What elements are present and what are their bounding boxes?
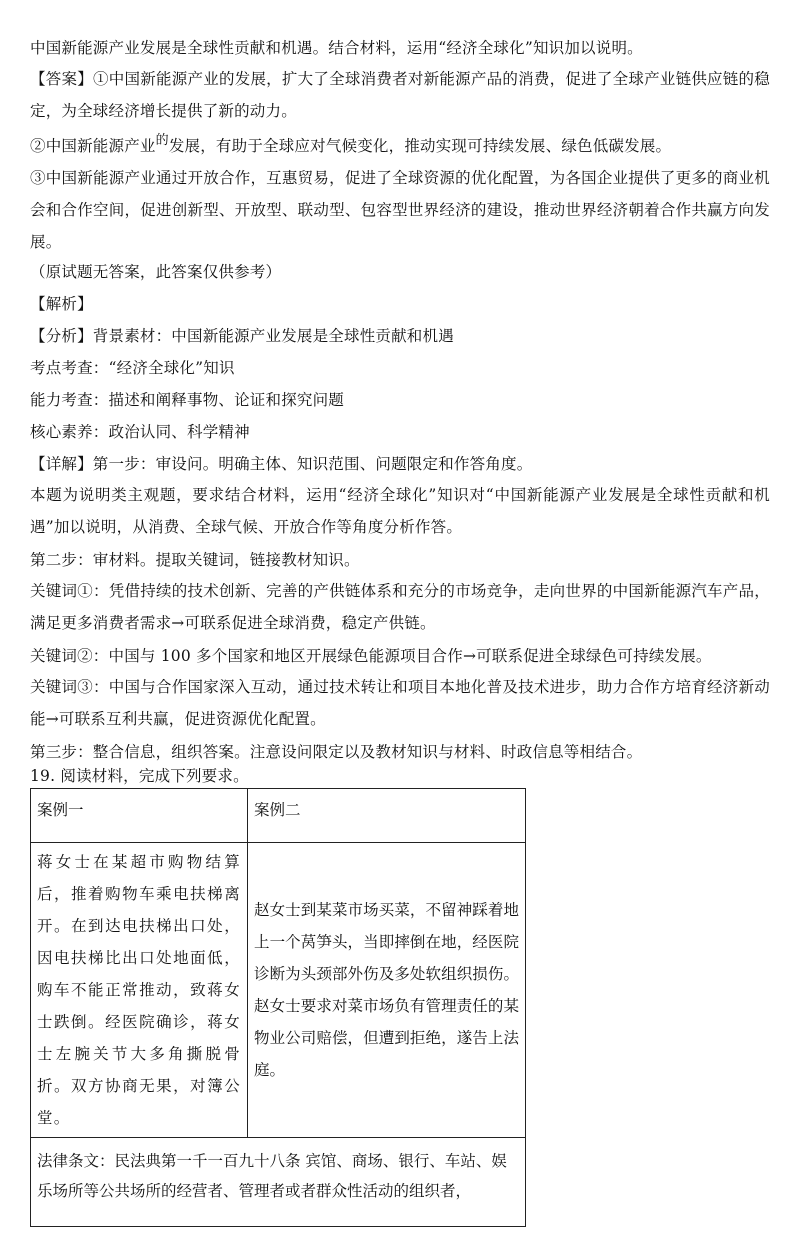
answer-point-2-end: 发展，有助于全球应对气候变化，推动实现可持续发展、绿色低碳发展。 bbox=[168, 137, 672, 155]
analysis-background: 【分析】背景素材：中国新能源产业发展是全球性贡献和机遇 bbox=[30, 327, 454, 345]
case-1-text: 蒋女士在某超市购物结算后，推着购物车乘电扶梯离开。在到达电扶梯出口处，因电扶梯比出口处地面低，购车不能正常推动，致蒋女士跌倒。经医院确诊，蒋女士左腕关节大多角撕脱骨折。双方协商无果，对簿公堂。 bbox=[37, 853, 241, 1127]
question-19-prompt: 19. 阅读材料，完成下列要求。 bbox=[30, 767, 249, 785]
answer-point-3: ③中国新能源产业通过开放合作，互惠贸易，促进了全球资源的优化配置，为各国企业提供了更多的商业机会和合作空间，促进创新型、开放型、联动型、包容型世界经济的建设，推动世界经济朝着合作共赢方向发展。 bbox=[30, 169, 770, 251]
keyword-1: 关键词①：凭借持续的技术创新、完善的产供链体系和充分的市场竞争，走向世界的中国新能源汽车产品，满足更多消费者需求→可联系促进全球消费，稳定产供链。 bbox=[30, 582, 770, 632]
case-table bbox=[30, 788, 526, 1227]
detail-explanation: 本题为说明类主观题，要求结合材料，运用“经济全球化”知识对“中国新能源产业发展是全球性贡献和机遇”加以说明，从消费、全球气候、开放合作等角度分析作答。 bbox=[30, 486, 770, 536]
detail-step-3: 第三步：整合信息，组织答案。注意设问限定以及教材知识与材料、时政信息等相结合。 bbox=[30, 743, 643, 761]
case-2-header: 案例二 bbox=[248, 789, 526, 843]
analysis-literacy: 核心素养：政治认同、科学精神 bbox=[30, 423, 250, 441]
keyword-3: 关键词③：中国与合作国家深入互动，通过技术转让和项目本地化普及技术进步，助力合作方培育经济新动能→可联系互利共赢，促进资源优化配置。 bbox=[30, 678, 770, 728]
question-prompt: 中国新能源产业发展是全球性贡献和机遇。结合材料，运用“经济全球化”知识加以说明。 bbox=[30, 39, 643, 57]
analysis-ability: 能力考查：描述和阐释事物、论证和探究问题 bbox=[30, 391, 345, 409]
case-table-law-row bbox=[31, 1138, 526, 1227]
law-text: 法律条文：民法典第一千一百九十八条 宾馆、商场、银行、车站、娱乐场所等公共场所的经营者、管理者或者群众性活动的组织者， bbox=[31, 1138, 526, 1227]
answer-point-2 bbox=[30, 133, 770, 158]
case-1-cell bbox=[31, 843, 248, 1138]
analysis-heading: 【解析】 bbox=[30, 295, 93, 313]
case-1-header: 案例一 bbox=[31, 789, 248, 843]
case-2-cell bbox=[248, 843, 526, 1138]
detail-step-2: 第二步：审材料。提取关键词，链接教材知识。 bbox=[30, 551, 360, 569]
answer-point-2-start: ②中国新能源产业 bbox=[30, 137, 156, 155]
answer-point-1: 【答案】①中国新能源产业的发展，扩大了全球消费者对新能源产品的消费，促进了全球产业链供应链的稳定，为全球经济增长提供了新的动力。 bbox=[30, 70, 770, 120]
keyword-2: 关键词②：中国与 100 多个国家和地区开展绿色能源项目合作→可联系促进全球绿色可持续发展。 bbox=[30, 647, 712, 665]
answer-point-2-raised-char: 的 bbox=[155, 133, 169, 148]
case-2-text: 赵女士到某菜市场买菜，不留神踩着地上一个莴笋头，当即摔倒在地，经医院诊断为头颈部外伤及多处软组织损伤。赵女士要求对菜市场负有管理责任的某物业公司赔偿，但遭到拒绝，遂告上法庭。 bbox=[254, 901, 519, 1079]
answer-note: （原试题无答案，此答案仅供参考） bbox=[30, 263, 282, 281]
case-table-body-row bbox=[31, 843, 526, 1138]
detail-step-1: 【详解】第一步：审设问。明确主体、知识范围、问题限定和作答角度。 bbox=[30, 455, 533, 473]
case-table-header-row bbox=[31, 789, 526, 843]
analysis-knowledge: 考点考查：“经济全球化”知识 bbox=[30, 359, 235, 377]
